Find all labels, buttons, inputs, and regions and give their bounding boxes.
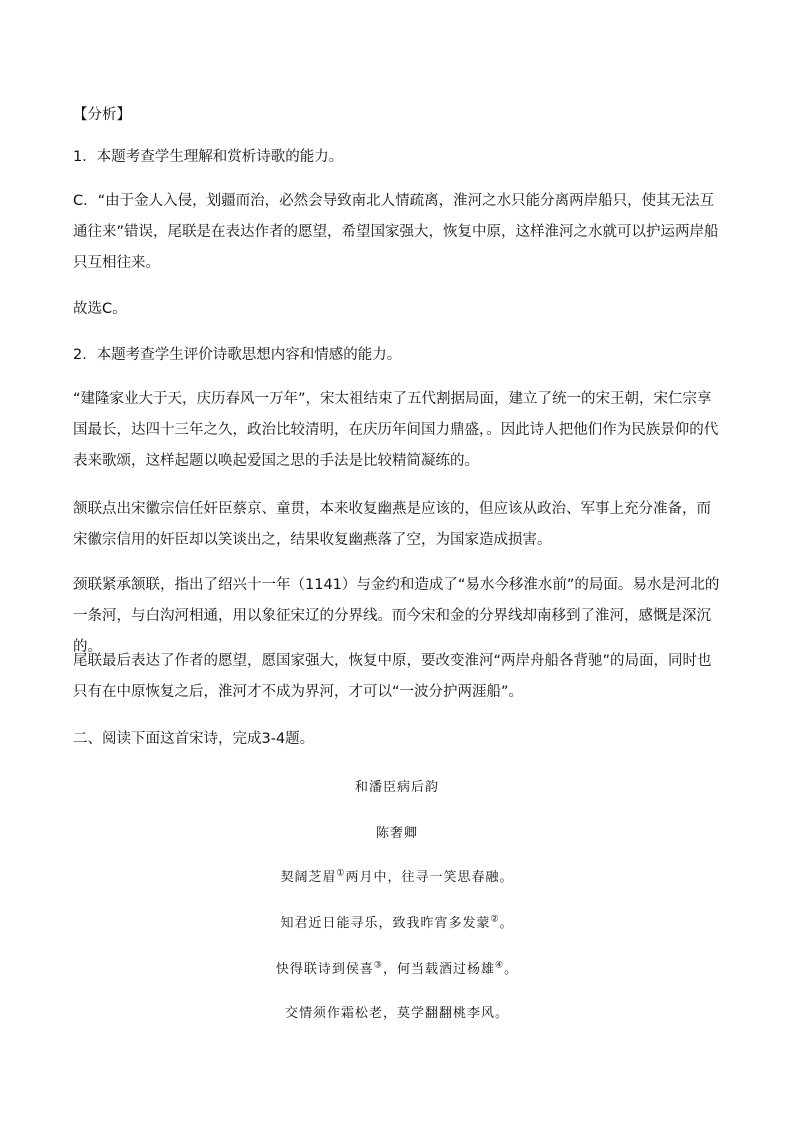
poem-line-2-part-b: 。 bbox=[499, 916, 514, 931]
question-2-intro: 2．本题考查学生评价诗歌思想内容和情感的能力。 bbox=[73, 347, 402, 363]
question-2-paragraph-1: “建隆家业大于天，庆历春风一万年”，宋太祖结束了五代割据局面，建立了统一的宋王朝，宋仁宗享国最长，达四十三年之久，政治比较清明，在庆历年间国力鼎盛，。因此诗人把他们作为民族景仰的代表来歌颂，这样起题以唤起爱国之思的手法是比较精简凝练的。 bbox=[73, 391, 719, 469]
poem-line-4: 交情须作霜松老，莫学翻翻桃李风。 bbox=[284, 1006, 509, 1021]
poem-line-1 bbox=[0, 866, 794, 885]
question-2-paragraph-2: 颔联点出宋徽宗信任奸臣蔡京、童贯，本来收复幽燕是应该的，但应该从政治、军事上充分准备，而宋徽宗信用的奸臣却以笑谈出之，结果收复幽燕落了空，为国家造成损害。 bbox=[73, 501, 711, 548]
footnote-marker-3: ③ bbox=[373, 960, 383, 971]
poem-line-1-part-b: 两月中，往寻一笑思春融。 bbox=[345, 870, 514, 885]
poem-line-3-part-a: 快得联诗到侯喜 bbox=[275, 962, 374, 977]
poem-line-1-part-a: 契阔芝眉 bbox=[280, 870, 337, 885]
footnote-marker-4: ④ bbox=[495, 960, 505, 971]
poem-title: 和潘臣病后韵 bbox=[354, 780, 439, 795]
question-1-answer: 故选C。 bbox=[73, 301, 127, 317]
poem-author: 陈奢卿 bbox=[375, 826, 418, 841]
footnote-marker-1: ① bbox=[336, 868, 346, 879]
question-1-explanation: C．“由于金人入侵，划疆而治，必然会导致南北人情疏离，淮河之水只能分离两岸船只，使其无法互通往来”错误，尾联是在表达作者的愿望，希望国家强大，恢复中原，这样淮河之水就可以护运两岸船只互相往来。 bbox=[73, 193, 719, 271]
question-1-intro: 1．本题考查学生理解和赏析诗歌的能力。 bbox=[73, 149, 344, 165]
poem-line-2 bbox=[0, 912, 794, 931]
section-2-instruction: 二、阅读下面这首宋诗，完成3-4题。 bbox=[73, 731, 315, 747]
question-2-paragraph-3: 颈联紧承颔联，指出了绍兴十一年（1141）与金约和造成了“易水今移淮水前”的局面。易水是河北的一条河，与白沟河相通，用以象征宋辽的分界线。而今宋和金的分界线却南移到了淮河，感慨是深沉的。 bbox=[73, 577, 720, 655]
poem-line-3-part-b: ，何当载酒过杨雄 bbox=[382, 962, 495, 977]
question-2-paragraph-4: 尾联最后表达了作者的愿望，愿国家强大，恢复中原，要改变淮河“两岸舟船各背驰”的局面，同时也只有在中原恢复之后，淮河才不成为界河，才可以“一波分护两涯船”。 bbox=[73, 653, 712, 700]
poem-line-3-part-c: 。 bbox=[504, 962, 519, 977]
poem-line-2-part-a: 知君近日能寻乐，致我昨宵多发蒙 bbox=[280, 916, 491, 931]
analysis-heading: 【分析】 bbox=[73, 107, 131, 123]
poem-line-3 bbox=[0, 958, 794, 977]
footnote-marker-2: ② bbox=[490, 914, 500, 925]
